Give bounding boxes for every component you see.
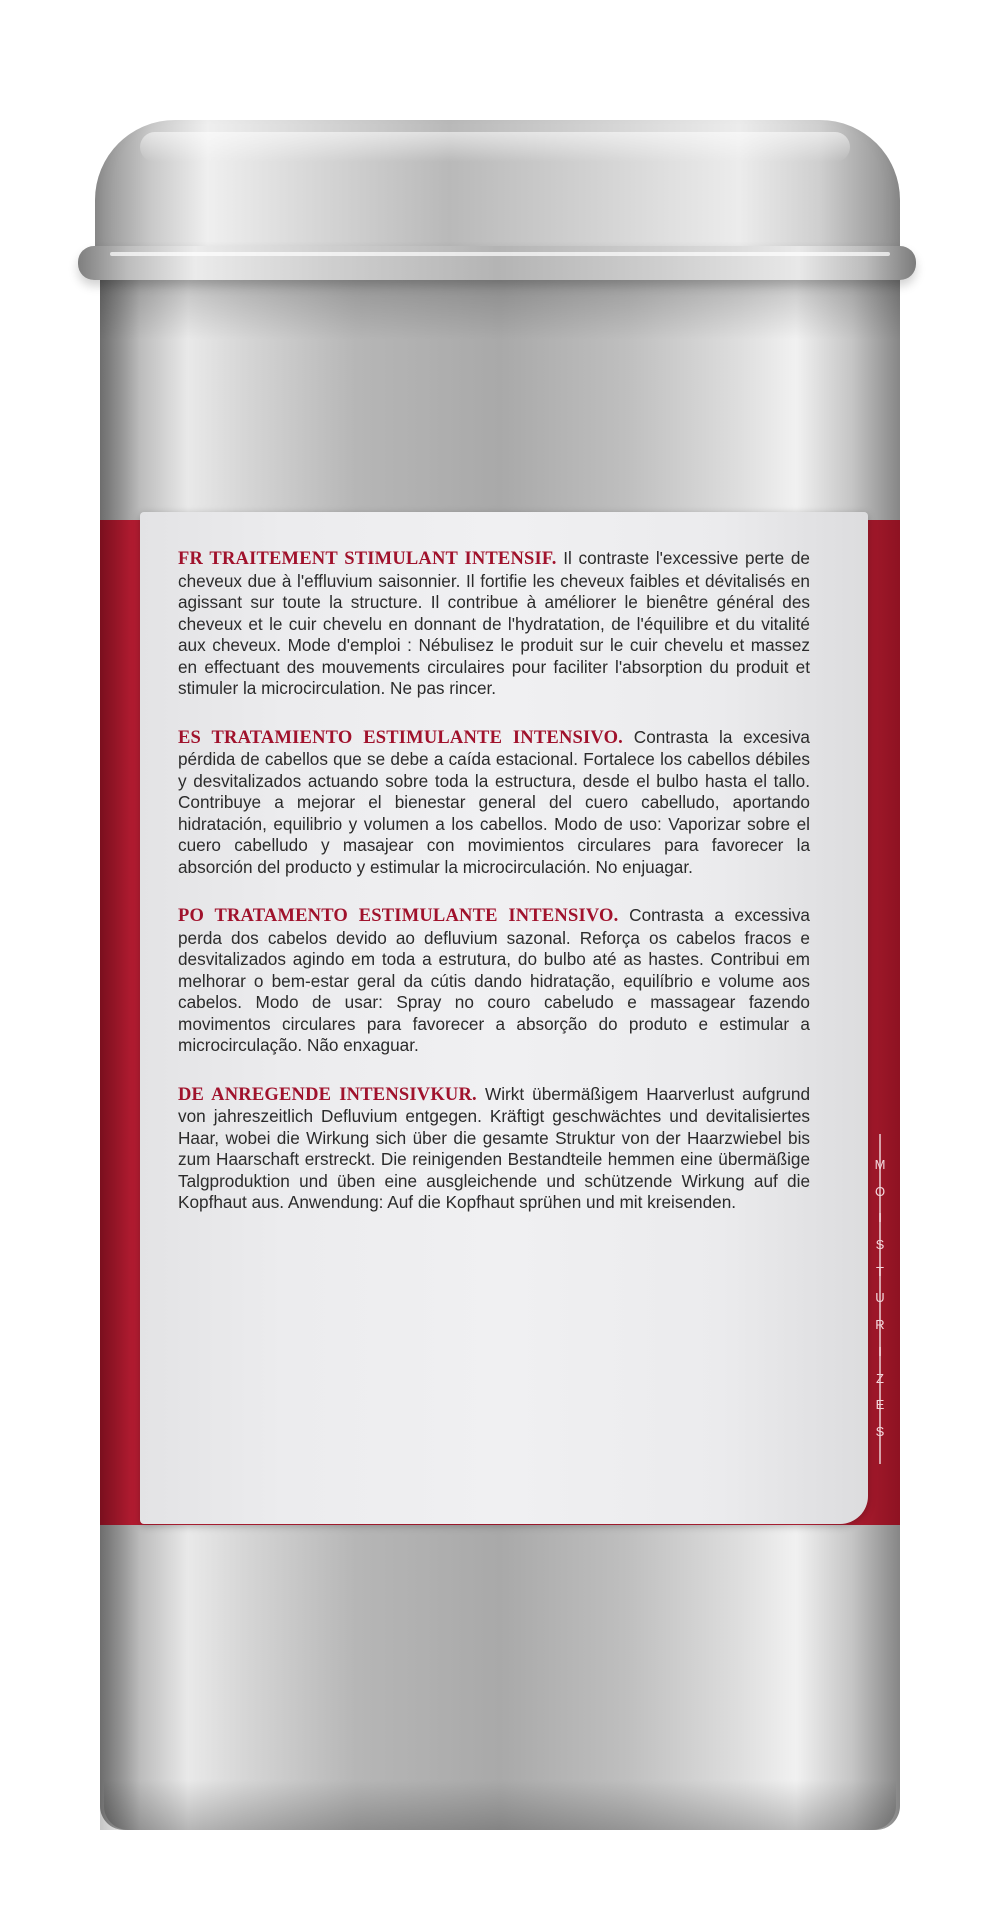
tin-top-shadow (100, 280, 900, 340)
side-letter: O (874, 1183, 886, 1199)
section-body: Wirkt übermäßigem Haarverlust aufgrund von jahreszeitlich Defluvium entgegen. Kräftigt geschwächtes und devitalisiertes Haar, wobei die Wirkung sich über die gesamte Struktur von der Haarzwiebel bis zum Haarschaft erstreckt. Die reinigenden Bestandteile hemmen eine übermäßige Talgproduktion und üben eine ausgleichende und schützende Wirkung auf die Kopfhaut aus. Anwendung: Auf die Kopfhaut sprühen und mit kreisenden. (178, 1083, 810, 1212)
section-po (178, 905, 810, 1057)
section-de (178, 1084, 810, 1214)
side-letter: R (875, 1317, 885, 1333)
side-letter: M (874, 1157, 886, 1172)
section-fr (178, 548, 810, 700)
section-es (178, 727, 810, 879)
side-letter: I (878, 1343, 882, 1359)
side-letter: S (875, 1423, 885, 1439)
section-title: DE ANREGENDE INTENSIVKUR. (178, 1084, 485, 1105)
section-title: FR TRAITEMENT STIMULANT INTENSIF. (178, 549, 564, 569)
side-letter: Z (876, 1370, 884, 1386)
section-title: PO TRATAMENTO ESTIMULANTE INTENSIVO. (178, 906, 630, 926)
side-letter: U (875, 1290, 885, 1306)
side-letter: E (875, 1397, 885, 1413)
tin-bottom-shadow (104, 1780, 896, 1830)
section-body: Contrasta a excessiva perda dos cabelos devido ao defluvium sazonal. Reforça os cabelos fracos e desvitalizados agindo em toda a estrutura, do bulbo até as hastes. Contribui em melhorar o bem-estar geral da cútis dando hidratação, equilíbrio e volume aos cabelos. Modo de usar: Spray no couro cabeludo e massagear fazendo movimentos circulares para favorecer a absorção do produto e estimular a microcirculação. Não enxaguar. (178, 905, 810, 1055)
side-letter: T (876, 1263, 884, 1279)
lid-rim-highlight (110, 252, 890, 256)
section-body: Contrasta la excesiva pérdida de cabellos que se debe a caída estacional. Fortalece los cabellos débiles y desvitalizados actuando sobre toda la estructura, desde el bulbo hasta el tallo. Contribuye a mejorar el bienestar general del cuero cabelludo, aportando hidratación, equilibrio y volumen a los cabellos. Modo de uso: Vaporizar sobre el cuero cabelludo y masajear con movimientos circulares para favorecer la absorción del producto y estimular la microcirculación. No enjuagar. (178, 726, 810, 877)
lid-shine (140, 132, 850, 162)
label-text-block (178, 548, 810, 1241)
side-letter: S (875, 1237, 885, 1253)
side-label-text (870, 1158, 890, 1438)
section-body: Il contraste l'excessive perte de cheveux due à l'effluvium saisonnier. Il fortifie les cheveux faibles et dévitalisés en agissant sur toute la structure. Il contribue à améliorer le bienêtre général des cheveux et le cuir chevelu en donnant de l'hydratation, de l'équilibre et du vitalité aux cheveux. Mode d'emploi : Nébulisez le produit sur le cuir chevelu et massez en effectuant des mouvements circulaires pour faciliter l'absorption du produit et stimuler la microcirculation. Ne pas rincer. (178, 548, 810, 698)
side-letter: I (878, 1210, 882, 1226)
section-title: ES TRATAMIENTO ESTIMULANTE INTENSIVO. (178, 727, 634, 748)
